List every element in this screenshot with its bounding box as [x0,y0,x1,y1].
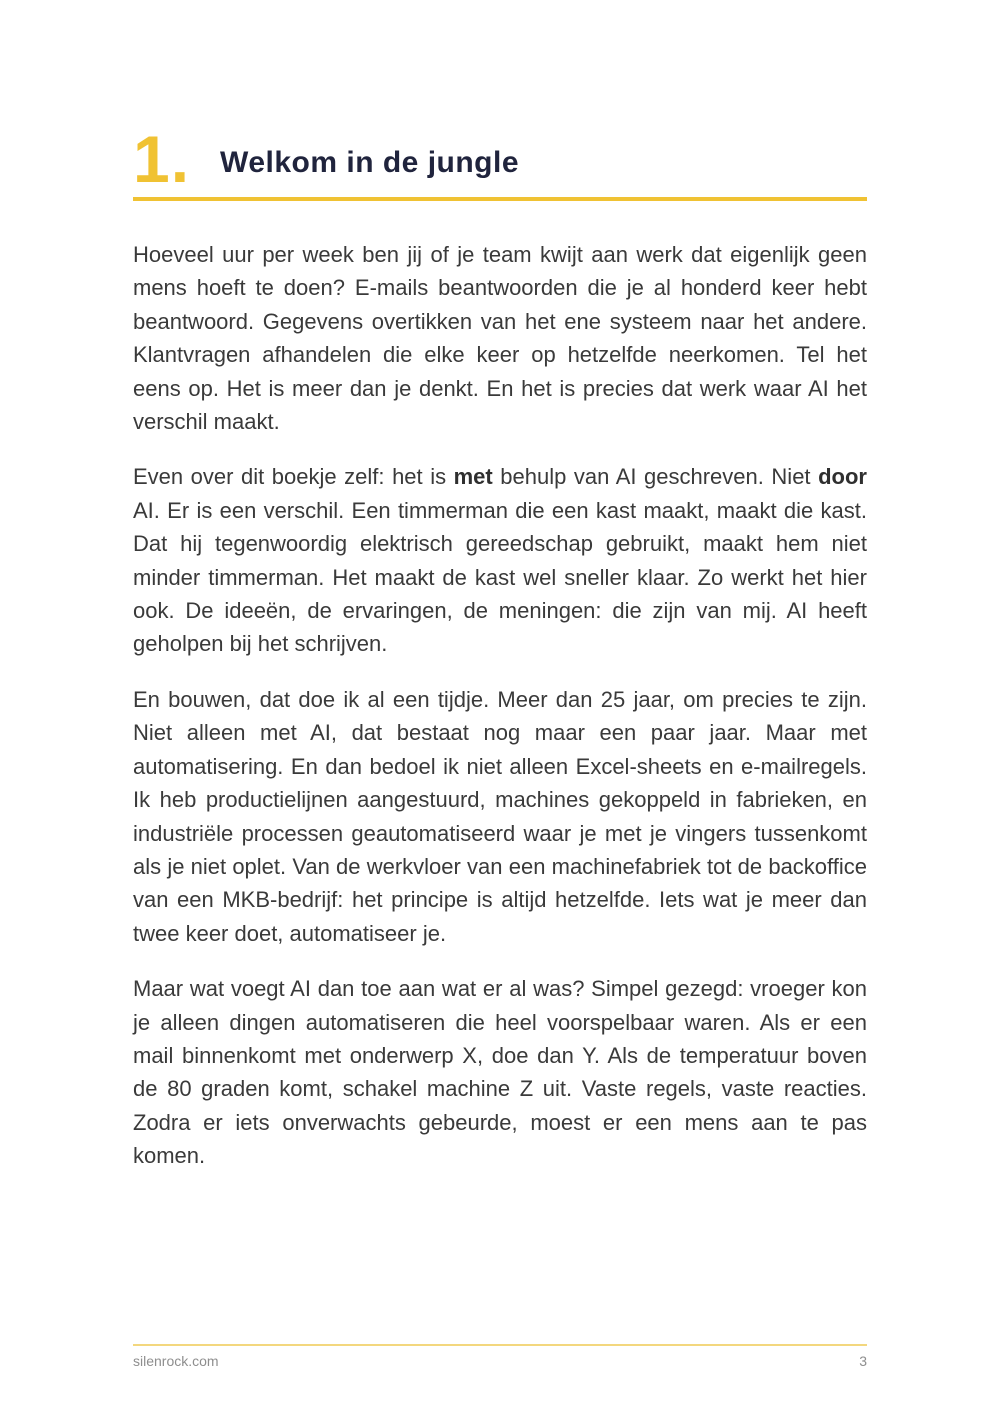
body-paragraph [133,238,867,438]
paragraph-text: behulp van AI geschreven. Niet [492,464,819,490]
paragraph-text: AI. Er is een verschil. Een timmerman die een kast maakt, maakt die kast. Dat hij tegenwoordig elektrisch gereedschap gebruikt, maakt hem niet minder timmerman. Het maakt de kast wel sneller klaar. Zo werkt het hier ook. De ideeën, de ervaringen, de meningen: die zijn van mij. AI heeft geholpen bij het schrijven. [133,497,867,657]
paragraph-text: En bouwen, dat doe ik al een tijdje. Meer dan 25 jaar, om precies te zijn. Niet alleen met AI, dat bestaat nog maar een paar jaar. Maar met automatisering. En dan bedoel ik niet alleen Excel-sheets en e-mailregels. Ik heb productielijnen aangestuurd, machines gekoppeld in fabrieken, en industriële processen geautomatiseerd waar je met je vingers tussenkomt als je niet oplet. Van de werkvloer van een machinefabriek tot de backoffice van een MKB-bedrijf: het principe is altijd hetzelfde. Iets wat je meer dan twee keer doet, automatiseer je. [133,686,867,946]
chapter-title: Welkom in de jungle [220,146,520,179]
emphasized-text: door [818,464,867,490]
body-paragraph [133,683,867,950]
body-paragraph [133,460,867,660]
footer-row [133,1353,867,1369]
page-footer [133,1344,867,1369]
chapter-header [133,122,867,201]
body-paragraph [133,972,867,1172]
footer-website: silenrock.com [133,1353,219,1369]
footer-rule [133,1344,867,1346]
paragraph-text: Even over dit boekje zelf: het is [133,464,454,490]
paragraph-text: Hoeveel uur per week ben jij of je team kwijt aan werk dat eigenlijk geen mens hoeft te doen? E-mails beantwoorden die je al honderd keer hebt beantwoord. Gegevens overtikken van het ene systeem naar het andere. Klantvragen afhandelen die elke keer op hetzelfde neerkomen. Tel het eens op. Het is meer dan je denkt. En het is precies dat werk waar AI het verschil maakt. [133,242,867,435]
body-text [133,238,867,1173]
paragraph-text: Maar wat voegt AI dan toe aan wat er al was? Simpel gezegd: vroeger kon je alleen dingen automatiseren die heel voorspelbaar waren. Als er een mail binnenkomt met onderwerp X, doe dan Y. Als de temperatuur boven de 80 graden komt, schakel machine Z uit. Vaste regels, vaste reacties. Zodra er iets onverwachts gebeurde, moest er een mens aan te pas komen. [133,976,867,1169]
chapter-number: 1. [133,122,191,196]
chapter-title-row [133,122,867,196]
emphasized-text: met [453,464,493,490]
title-underline-rule [133,197,867,201]
footer-page-number: 3 [859,1353,867,1369]
